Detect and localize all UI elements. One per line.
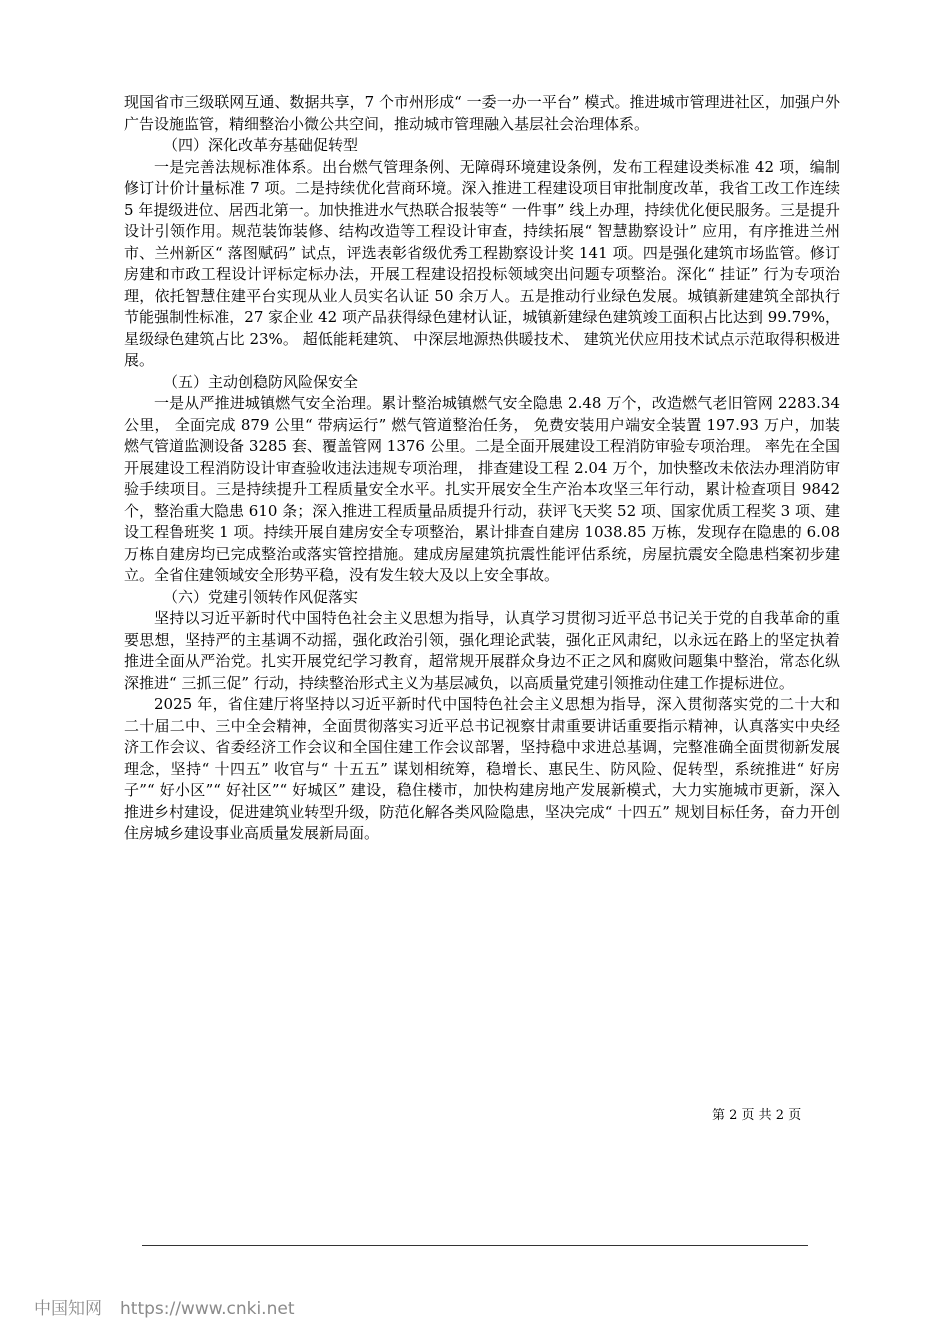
watermark — [34, 1294, 312, 1319]
section-heading-6: （六）党建引领转作风促落实 — [163, 587, 359, 606]
section-heading-4: （四）深化改革夯基础促转型 — [163, 136, 359, 154]
footer-divider — [142, 1245, 808, 1246]
paragraph: 2025 年，省住建厅将坚持以习近平新时代中国特色社会主义思想为指导，深入贯彻落实党的二十大和二十届二中、三中全会精神，全面贯彻落实习近平总书记视察甘肃重要讲话重要指示精神，认真落实中央经济工作会议、省委经济工作会议和全国住建工作会议部署，坚持稳中求进总基调，完整准确全面贯彻新发展理念，坚持“ 十四五” 收官与“ 十五五” 谋划相统筹，稳增长、惠民生、防风险、促转型，系统推进“ 好房子”“ 好小区”“ 好社区”“ 好城区” 建设，稳住楼市，加快构建房地产发展新模式，大力实施城市更新，深入推进乡村建设，促进建筑业转型升级，防范化解各类风险隐患，坚决完成“ 十四五” 规划目标任务，奋力开创住房城乡建设事业高质量发展新局面。 — [124, 695, 840, 842]
paragraph: 坚持以习近平新时代中国特色社会主义思想为指导，认真学习贯彻习近平总书记关于党的自我革命的重要思想，坚持严的主基调不动摇，强化政治引领，强化理论武装，强化正风肃纪，以永远在路上的坚定执着推进全面从严治党。扎实开展党纪学习教育，超常规开展群众身边不正之风和腐败问题集中整治，常态化纵深推进“ 三抓三促” 行动，持续整治形式主义为基层减负，以高质量党建引领推动住建工作提标进位。 — [124, 609, 840, 692]
document-body — [124, 92, 840, 845]
paragraph-continued: 现国省市三级联网互通、数据共享，7 个市州形成“ 一委一办一平台” 模式。推进城市管理进社区，加强户外广告设施监管，精细整治小微公共空间，推动城市管理融入基层社会治理体系。 — [124, 93, 840, 133]
watermark-brand: 中国知网 — [34, 1299, 102, 1319]
watermark-url: https://www.cnki.net — [120, 1299, 295, 1319]
page-number: 第 2 页 共 2 页 — [712, 1108, 802, 1123]
section-heading-5: （五）主动创稳防风险保安全 — [163, 372, 359, 391]
paragraph: 一是完善法规标准体系。出台燃气管理条例、无障碍环境建设条例，发布工程建设类标准 42 项，编制修订计价计量标准 7 项。二是持续优化营商环境。深入推进工程建设项目审批制度改革，我省工改工作连续 5 年提级进位、居西北第一。加快推进水气热联合报装等“ 一件事” 线上办理，持续优化便民服务。三是提升设计引领作用。规范装饰装修、结构改造等工程设计审查，持续拓展“ 智慧勘察设计” 应用，有序推进兰州市、兰州新区“ 落图赋码” 试点，评选表彰省级优秀工程勘察设计奖 141 项。四是强化建筑市场监管。修订房建和市政工程设计评标定标办法，开展工程建设招投标领域突出问题专项整治。深化“ 挂证” 行为专项治理，依托智慧住建平台实现从业人员实名认证 50 余万人。五是推动行业绿色发展。城镇新建建筑全部执行节能强制性标准，27 家企业 42 项产品获得绿色建材认证，城镇新建绿色建筑竣工面积占比达到 99.79%，星级绿色建筑占比 23%。 超低能耗建筑、 中深层地源热供暖技术、 建筑光伏应用技术试点示范取得积极进展。 — [124, 157, 840, 369]
paragraph: 一是从严推进城镇燃气安全治理。累计整治城镇燃气安全隐患 2.48 万个，改造燃气老旧管网 2283.34 公里， 全面完成 879 公里“ 带病运行” 燃气管道整治任务， 免费安装用户端安全装置 197.93 万户，加装燃气管道监测设备 3285 套、覆盖管网 1376 公里。二是全面开展建设工程消防审验专项治理。 率先在全国开展建设工程消防设计审查验收违法违规专项治理， 排查建设工程 2.04 万个，加快整改未依法办理消防审验手续项目。三是持续提升工程质量安全水平。扎实开展安全生产治本攻坚三年行动，累计检查项目 9842 个，整治重大隐患 610 条；深入推进工程质量品质提升行动，获评飞天奖 52 项、国家优质工程奖 3 项、建设工程鲁班奖 1 项。持续开展自建房安全专项整治，累计排查自建房 1038.85 万栋，发现存在隐患的 6.08 万栋自建房均已完成整治或落实管控措施。建成房屋建筑抗震性能评估系统，房屋抗震安全隐患档案初步建立。全省住建领域安全形势平稳，没有发生较大及以上安全事故。 — [124, 394, 840, 584]
